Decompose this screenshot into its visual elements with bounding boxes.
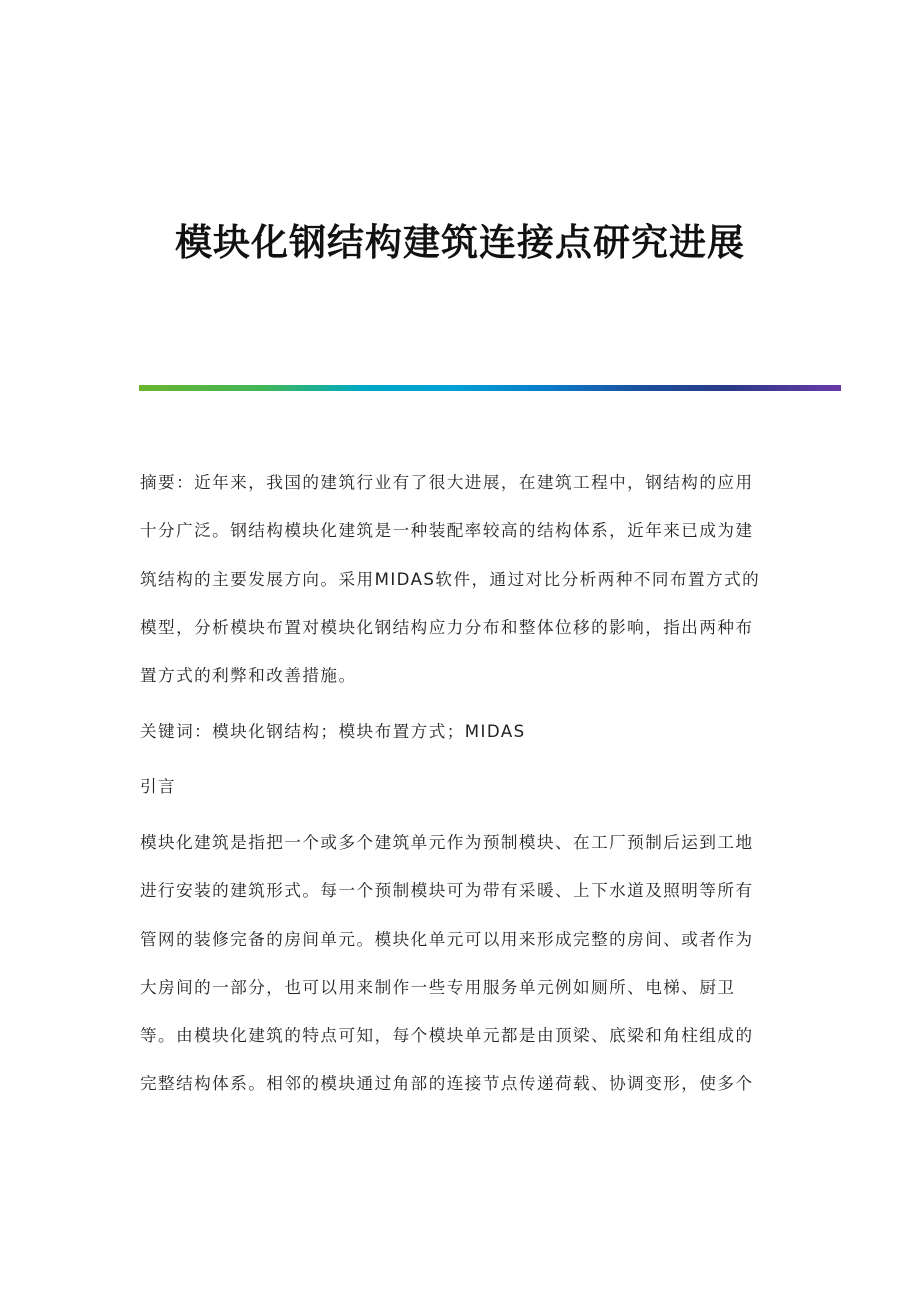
paragraph-line: 进行安装的建筑形式。每一个预制模块可为带有采暖、上下水道及照明等所有 [140,881,754,901]
section-heading-text: 引言 [140,777,177,796]
keywords [140,708,772,756]
paragraph-line: 管网的装修完备的房间单元。模块化单元可以用来形成完整的房间、或者作为 [140,929,754,949]
abstract-line: 模型，分析模块布置对模块化钢结构应力分布和整体位移的影响，指出两种布 [140,617,754,637]
abstract [140,459,772,700]
keywords-line: 关键词：模块化钢结构；模块布置方式；MIDAS [140,722,526,741]
abstract-line: 置方式的利弊和改善措施。 [140,666,357,686]
paragraph-line: 完整结构体系。相邻的模块通过角部的连接节点传递荷载、协调变形，使多个 [140,1074,754,1094]
paragraph-line: 等。由模块化建筑的特点可知，每个模块单元都是由顶梁、底梁和角柱组成的 [140,1026,754,1046]
intro-paragraph [140,819,772,1109]
abstract-line: 筑结构的主要发展方向。采用MIDAS软件，通过对比分析两种不同布置方式的 [140,569,761,589]
paragraph-line: 模块化建筑是指把一个或多个建筑单元作为预制模块、在工厂预制后运到工地 [140,833,754,852]
abstract-line: 摘要：近年来，我国的建筑行业有了很大进展，在建筑工程中，钢结构的应用 [140,473,754,492]
title-gradient-rule [139,385,841,391]
page-title: 模块化钢结构建筑连接点研究进展 [175,220,745,264]
section-heading-introduction [140,763,772,811]
paragraph-line: 大房间的一部分，也可以用来制作一些专用服务单元例如厕所、电梯、厨卫 [140,977,736,997]
abstract-line: 十分广泛。钢结构模块化建筑是一种装配率较高的结构体系，近年来已成为建 [140,521,754,541]
